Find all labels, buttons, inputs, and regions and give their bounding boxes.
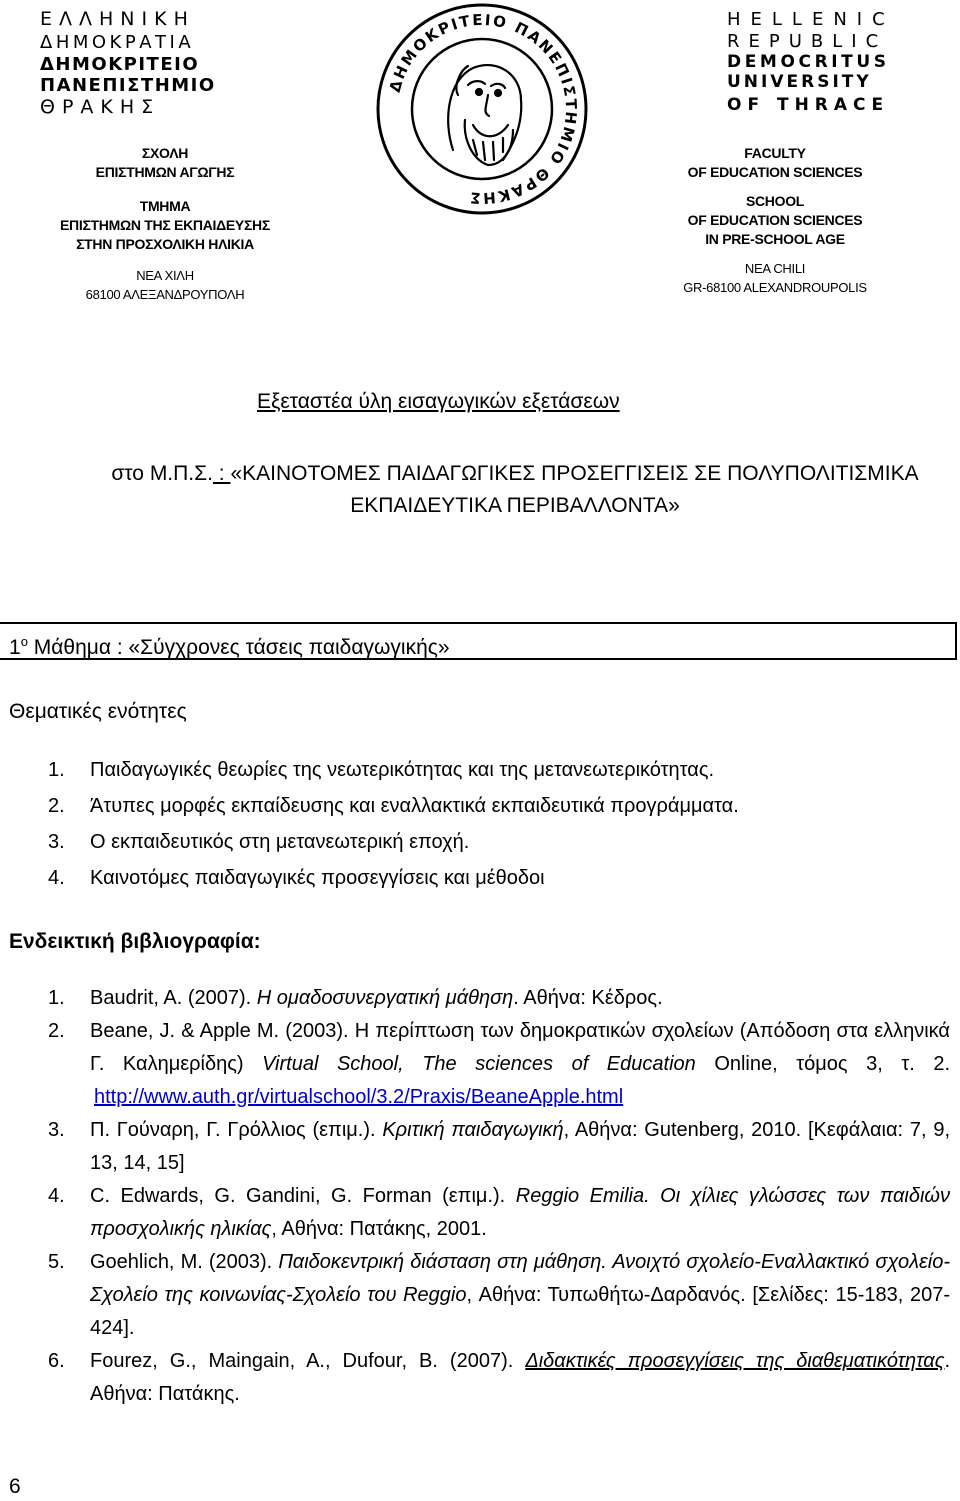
header-right-line: DEMOCRITUS: [727, 52, 890, 72]
beane-apple-link[interactable]: http://www.auth.gr/virtualschool/3.2/Praxis/BeaneApple.html: [94, 1086, 624, 1108]
bibliography-item: 2. Beane, J. & Apple M. (2003). Η περίπτωση των δημοκρατικών σχολείων (Απόδοση στα ελληνικά Γ. Καλημερίδης) Virtual School, The sciences of Education Online, τόμος 3, τ. 2. http://www.auth.gr/virtualschool/3.2/Praxis/BeaneApple.html: [48, 1020, 950, 1108]
bibliography-heading: Ενδεικτική βιβλιογραφία:: [9, 930, 261, 953]
program-colon: :: [212, 462, 231, 485]
bibliography-item: 1. Baudrit, A. (2007). Η ομαδοσυνεργατική μάθηση. Αθήνα: Κέδρος.: [48, 987, 663, 1009]
header-left-line: ΠΑΝΕΠΙΣΤΗΜΙΟ: [40, 75, 216, 96]
header-left-line: ΕΛΛΗΝΙΚΗ: [40, 8, 195, 30]
lesson-title-box: [0, 622, 957, 660]
address-line: GR-68100 ALEXANDROUPOLIS: [683, 280, 867, 295]
bibliography-item: 5. Goehlich, M. (2003). Παιδοκεντρική διάσταση στη μάθηση. Ανοιχτό σχολείο-Εναλλακτικό σχολείο-Σχολείο της κοινωνίας-Σχολείο του Reggio, Αθήνα: Τυπωθήτω-Δαρδανός. [Σελίδες: 15-183, 207-424].: [48, 1251, 951, 1339]
exam-syllabus-title: Εξεταστέα ύλη εισαγωγικών εξετάσεων: [257, 390, 620, 413]
school-line: OF EDUCATION SCIENCES: [687, 212, 863, 228]
list-item: 2. Άτυπες μορφές εκπαίδευσης και εναλλακτικά εκπαιδευτικά προγράμματα.: [48, 795, 739, 817]
school-line: SCHOOL: [745, 193, 805, 209]
header-right-university-name: [727, 8, 947, 117]
address-line: NEA CHILI: [744, 261, 806, 276]
header-right-line: REPUBLIC: [727, 31, 888, 52]
lesson-title: Μάθημα : «Σύγχρονες τάσεις παιδαγωγικής»: [27, 636, 450, 659]
bibliography-list: [48, 982, 950, 1411]
program-name: «ΚΑΙΝΟΤΟΜΕΣ ΠΑΙΔΑΓΩΓΙΚΕΣ ΠΡΟΣΕΓΓΙΣΕΙΣ ΣΕ ΠΟΛΥΠΟΛΙΤΙΣΜΙΚΑ ΕΚΠΑΙΔΕΥΤΙΚΑ ΠΕΡΙΒΑΛΛΟΝΤΑ»: [230, 462, 919, 517]
university-seal: [373, 0, 591, 218]
department-line: ΕΠΙΣΤΗΜΩΝ ΤΗΣ ΕΚΠΑΙΔΕΥΣΗΣ: [60, 217, 270, 233]
header-left-line: ΔΗΜΟΚΡΙΤΕΙΟ: [40, 54, 200, 75]
header-left-university-name: [40, 8, 240, 119]
faculty-line: OF EDUCATION SCIENCES: [687, 164, 863, 180]
address-line: 68100 ΑΛΕΞΑΝΔΡΟΥΠΟΛΗ: [85, 287, 245, 302]
seal-icon: [373, 0, 591, 218]
topics-list: [48, 752, 948, 896]
list-item: 1. Παιδαγωγικές θεωρίες της νεωτερικότητας και της μετανεωτερικότητας.: [48, 759, 715, 781]
lesson-number: 1: [9, 636, 21, 659]
department-line: ΣΤΗΝ ΠΡΟΣΧΟΛΙΚΗ ΗΛΙΚΙΑ: [76, 236, 254, 252]
school-info-english: [655, 144, 895, 297]
header-left-line: ΘΡΑΚΗΣ: [40, 96, 161, 118]
school-name-line: ΣΧΟΛΗ: [141, 145, 189, 161]
header-left-line: ΔΗΜΟΚΡΑΤΙΑ: [40, 32, 195, 53]
header-right-line: UNIVERSITY: [727, 72, 872, 92]
program-title: [100, 458, 930, 522]
page-number: 6: [9, 1475, 21, 1498]
topics-heading: Θεματικές ενότητες: [9, 700, 187, 723]
address-line: ΝΕΑ ΧΙΛΗ: [136, 268, 194, 283]
bibliography-item: 4. C. Edwards, G. Gandini, G. Forman (επιμ.). Reggio Emilia. Οι χίλιες γλώσσες των παιδιών προσχολικής ηλικίας, Αθήνα: Πατάκης, 2001.: [48, 1185, 950, 1240]
school-line: IN PRE-SCHOOL AGE: [705, 231, 845, 247]
school-info-greek: [40, 144, 290, 304]
bibliography-item: 6. Fourez, G., Maingain, A., Dufour, B. (2007). Διδακτικές προσεγγίσεις της διαθεματικότητας. Αθήνα: Πατάκης.: [48, 1350, 951, 1405]
seal-ring-text: ΔΗΜΟΚΡΙΤΕΙΟ ΠΑΝΕΠΙΣΤΗΜΙΟ ΘΡΑΚΗΣ: [385, 10, 581, 208]
header-right-line: OF THRACE: [727, 95, 890, 115]
list-item: 4. Καινοτόμες παιδαγωγικές προσεγγίσεις και μέθοδοι: [48, 867, 545, 889]
faculty-line: FACULTY: [744, 145, 806, 161]
bibliography-item: 3. Π. Γούναρη, Γ. Γρόλλιος (επιμ.). Κριτική παιδαγωγική, Αθήνα: Gutenberg, 2010. [Κεφάλαια: 7, 9, 13, 14, 15]: [48, 1119, 951, 1174]
school-name-line: ΕΠΙΣΤΗΜΩΝ ΑΓΩΓΗΣ: [95, 164, 235, 180]
header-right-line: HELLENIC: [727, 9, 895, 30]
lesson-ordinal: ο: [20, 634, 28, 649]
department-line: ΤΜΗΜΑ: [139, 198, 191, 214]
program-prefix: στο Μ.Π.Σ.: [111, 462, 213, 485]
list-item: 3. Ο εκπαιδευτικός στη μετανεωτερική εποχή.: [48, 831, 470, 853]
